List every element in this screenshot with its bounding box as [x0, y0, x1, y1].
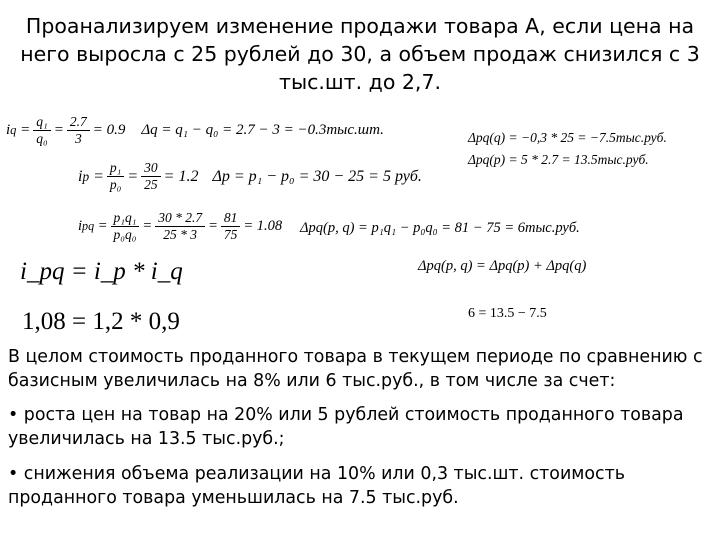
ipq-fraction-numeric: $\frac{30 * 2.7}{25 * 3}$	[155, 210, 205, 243]
ip-fraction-numeric: $\frac{30}{25}$	[141, 160, 161, 193]
iq-lhs: i	[6, 122, 11, 138]
dpq-check: 6 = 13.5 − 7.5	[468, 306, 547, 321]
formula-ip: i p = $\frac{\text{p₁}}{\text{p₀}}$ = $\frac{30}{25}$ = 1.2 Δp = p₁ − p₀ = 30 − 25 = 5 руб.	[78, 160, 422, 192]
iq-fraction-symbolic: $\frac{\text{q₁}}{\text{q₀}}$	[33, 114, 50, 147]
dpq-p: Δpq(p) = 5 * 2.7 = 13.5тыс.руб.	[468, 152, 649, 167]
delta-p: Δp = p₁ − p₀ = 30 − 25 = 5 руб.	[212, 167, 422, 185]
ipq-lhs: i	[78, 218, 83, 234]
dpq-decomposition: Δpq(p, q) = Δpq(p) + Δpq(q)	[418, 258, 587, 274]
conclusion-bullet-volume: • снижения объема реализации на 10% или 0,3 тыс.шт. стоимость проданного товара уменьшилась на 7.5 тыс.руб.	[8, 464, 625, 508]
index-product-formula: i_pq = i_p * i_q	[20, 258, 183, 285]
delta-q: Δq = q₁ − q₀ = 2.7 − 3 = −0.3тыс.шт.	[141, 122, 384, 138]
conclusion-paragraph: В целом стоимость проданного товара в текущем периоде по сравнению с базисным увеличилась на 8% или 6 тыс.руб., в том числе за счет:	[8, 347, 703, 391]
ipq-fraction-reduced: $\frac{81}{75}$	[221, 210, 241, 243]
dpq-q: Δpq(q) = −0,3 * 25 = −7.5тыс.руб.	[468, 130, 667, 145]
ip-fraction-symbolic: $\frac{\text{p₁}}{\text{p₀}}$	[107, 160, 124, 193]
index-product-numeric: 1,08 = 1,2 * 0,9	[22, 308, 180, 335]
conclusion-bullet-price: • роста цен на товар на 20% или 5 рублей стоимость проданного товара увеличилась на 13.5 тыс.руб.;	[8, 405, 684, 449]
ipq-fraction-symbolic: $\frac{\text{p₁q₁}}{\text{p₀q₀}}$	[111, 210, 140, 243]
iq-lhs-sub: q	[10, 123, 17, 137]
iq-fraction-numeric: $\frac{2.7}{3}$	[67, 114, 90, 147]
formula-ipq: i pq = $\frac{\text{p₁q₁}}{\text{p₀q₀}}$ = $\frac{30 * 2.7}{25 * 3}$ = $\frac{81}{75}$ = 1.08	[78, 210, 283, 242]
ipq-lhs-sub: pq	[82, 219, 95, 233]
slide-title: Проанализируем изменение продажи товара А, если цена на него выросла с 25 рублей до 30, а объем продаж снизился с 3 тыс.шт. до 2,7.	[20, 14, 700, 94]
ipq-result: = 1.08	[243, 218, 283, 234]
iq-result: = 0.9	[92, 122, 126, 138]
delta-pq: Δpq(p, q) = p₁q₁ − p₀q₀ = 81 − 75 = 6тыс.руб.	[300, 220, 580, 236]
ip-lhs-sub: p	[82, 168, 90, 184]
formula-iq: i q = $\frac{\text{q₁}}{\text{q₀}}$ = $\frac{2.7}{3}$ = 0.9 Δq = q₁ − q₀ = 2.7 − 3 = −0.3тыс.шт.	[6, 114, 384, 146]
ip-lhs: i	[78, 167, 83, 185]
ip-result: = 1.2	[163, 167, 199, 185]
